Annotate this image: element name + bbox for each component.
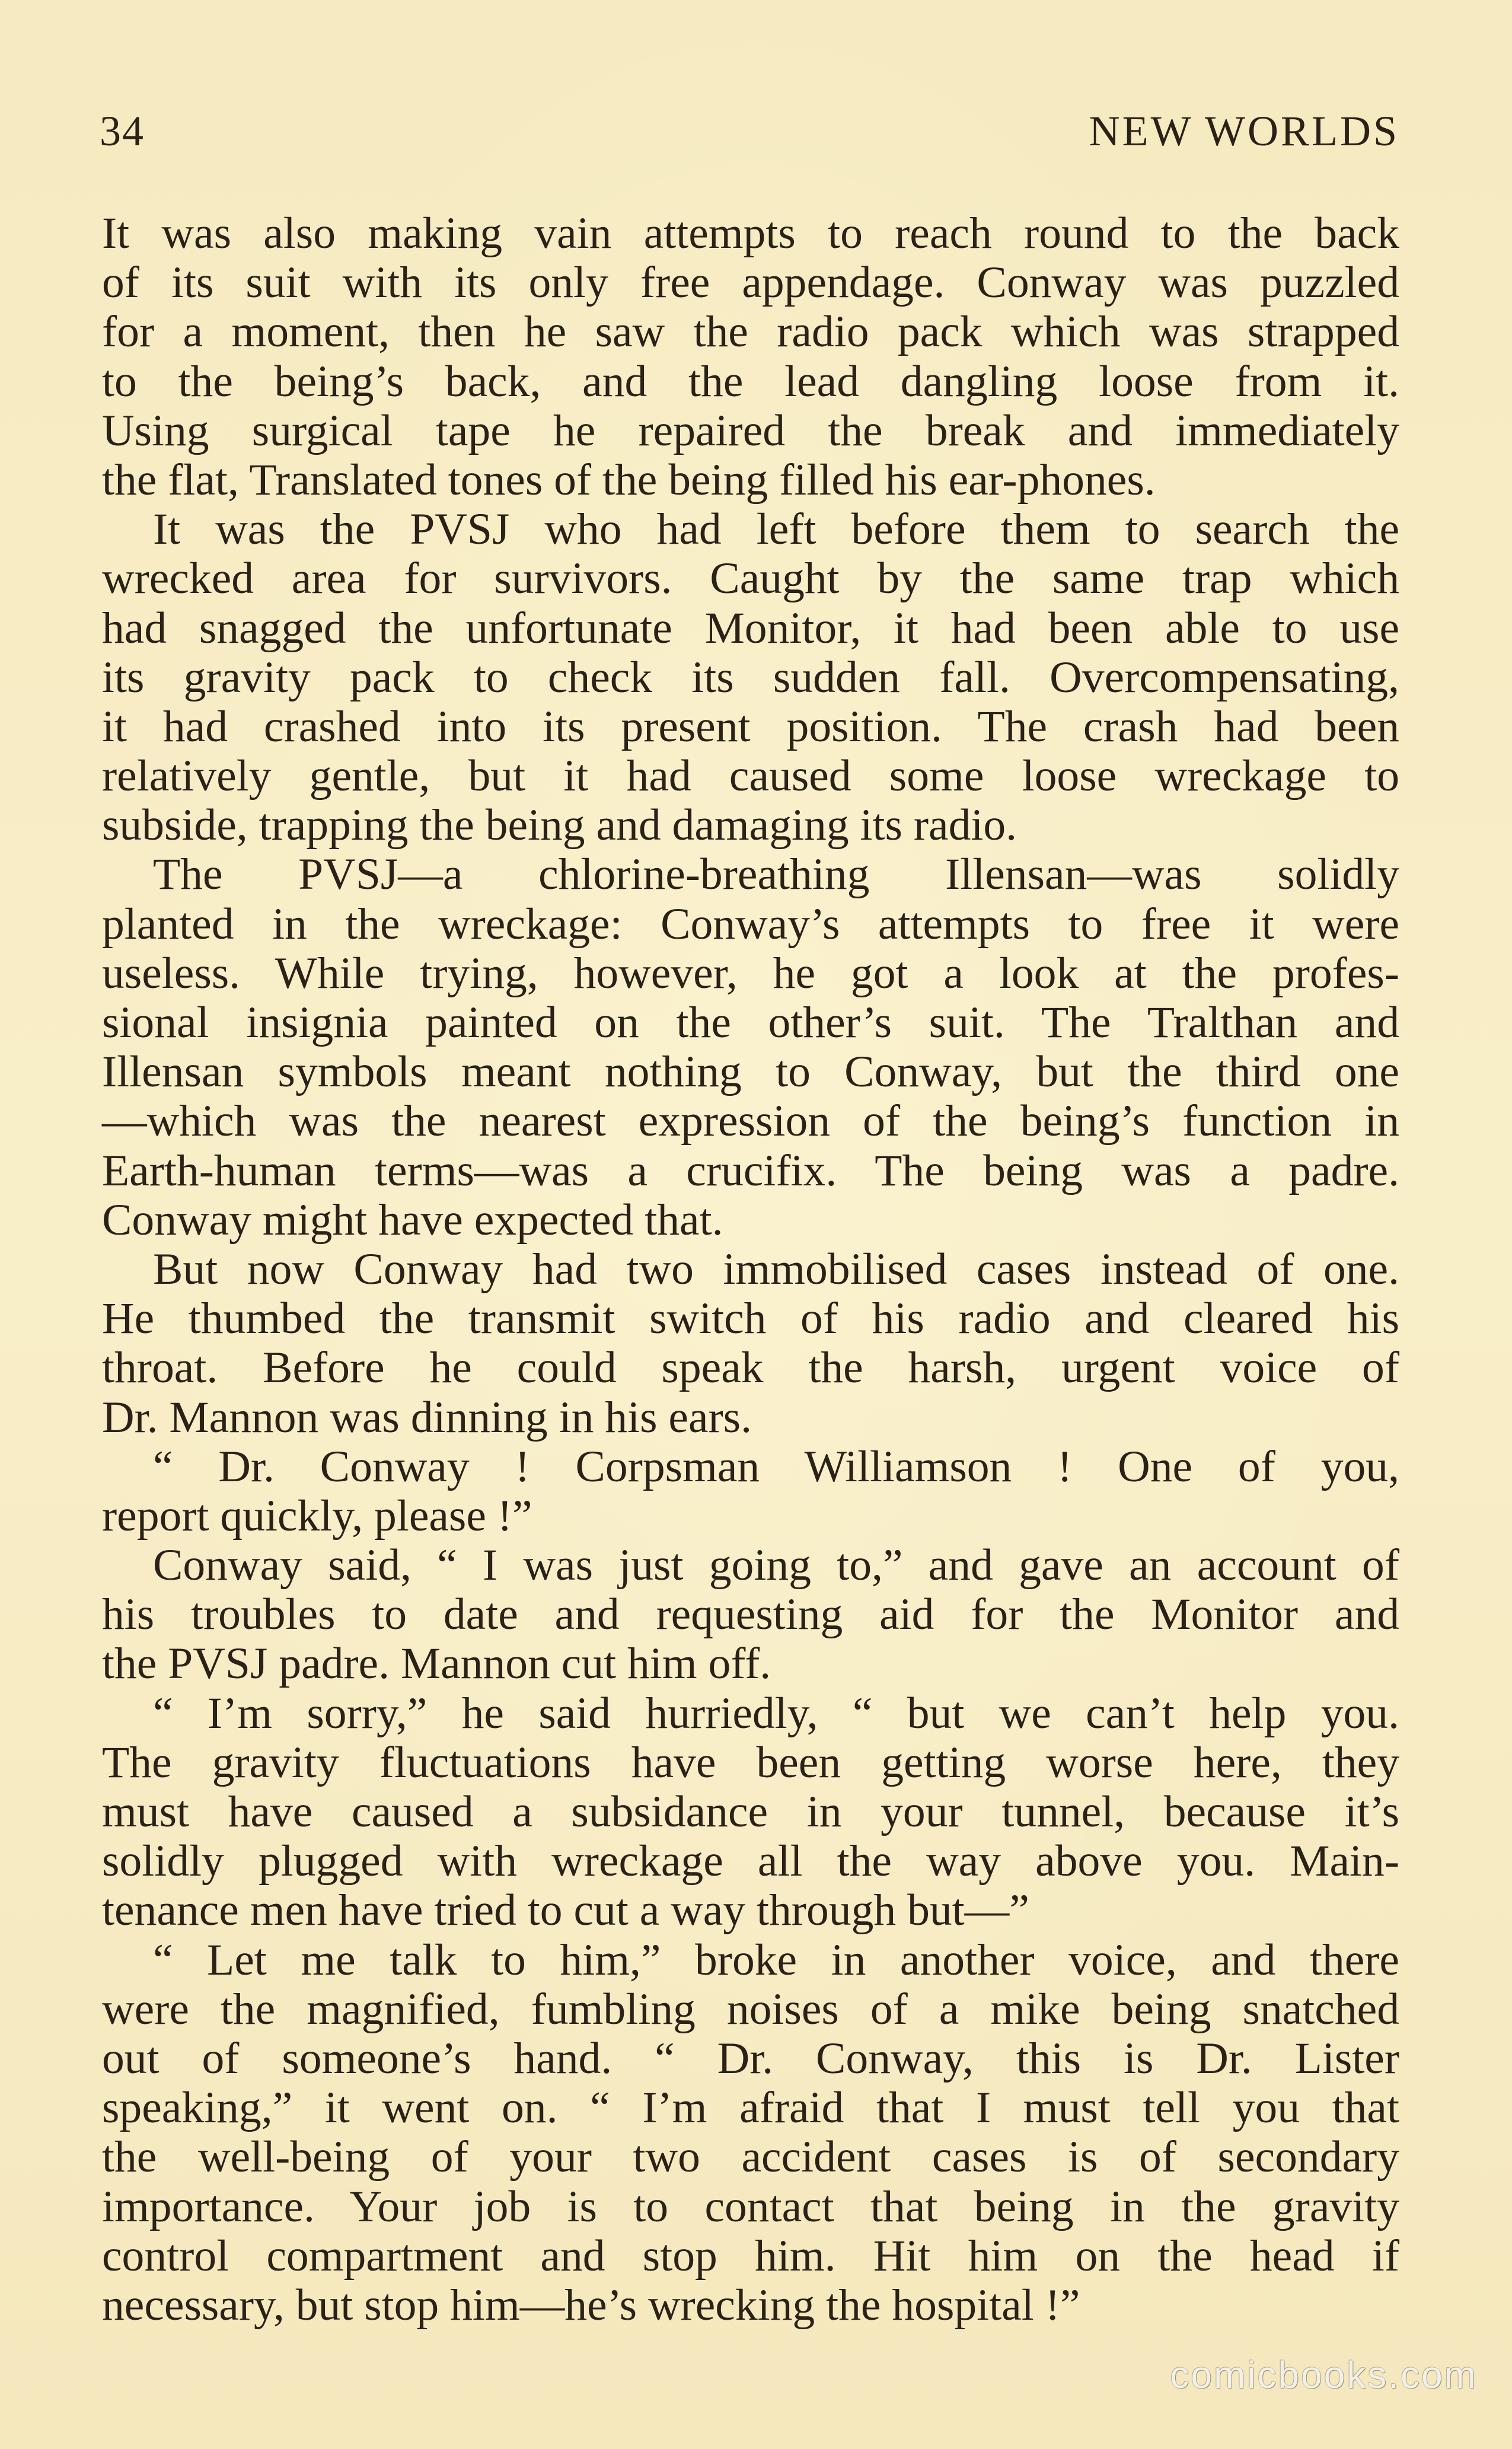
text-line: to the being’s back, and the lead dangling loose from it. (102, 356, 1399, 406)
text-line: its gravity pack to check its sudden fall. Overcompensating, (102, 652, 1399, 702)
text-line: Illensan symbols meant nothing to Conway, but the third one (102, 1047, 1399, 1097)
text-line: of its suit with its only free appendage. Conway was puzzled (102, 258, 1399, 308)
text-line: throat. Before he could speak the harsh, urgent voice of (102, 1343, 1399, 1393)
text-line: The gravity fluctuations have been getting worse here, they (102, 1737, 1399, 1787)
body-text (102, 209, 1399, 2330)
text-line: necessary, but stop him—he’s wrecking the hospital !” (102, 2280, 1080, 2330)
text-line: for a moment, then he saw the radio pack which was strapped (102, 307, 1399, 357)
text-line: It was the PVSJ who had left before them to search the (153, 505, 1399, 554)
page-number: 34 (100, 107, 145, 155)
text-line: the flat, Translated tones of the being filled his ear-phones. (102, 455, 1156, 505)
text-line: It was also making vain attempts to reach round to the back (102, 209, 1399, 258)
text-line: Earth-human terms—was a crucifix. The being was a padre. (102, 1146, 1399, 1195)
text-line: But now Conway had two immobilised cases instead of one. (153, 1244, 1399, 1294)
text-line: “ I’m sorry,” he said hurriedly, “ but we can’t help you. (153, 1688, 1399, 1738)
text-line: his troubles to date and requesting aid for the Monitor and (102, 1590, 1399, 1640)
text-line: speaking,” it went on. “ I’m afraid that I must tell you that (102, 2083, 1399, 2133)
text-line: useless. While trying, however, he got a look at the profes- (102, 948, 1399, 998)
text-line: The PVSJ—a chlorine-breathing Illensan—was solidly (153, 850, 1399, 900)
text-line: “ Let me talk to him,” broke in another voice, and there (153, 1935, 1399, 1985)
text-line: —which was the nearest expression of the being’s function in (102, 1096, 1399, 1146)
text-line: had snagged the unfortunate Monitor, it had been able to use (102, 603, 1399, 653)
text-line: must have caused a subsidance in your tunnel, because it’s (102, 1787, 1399, 1836)
text-line: it had crashed into its present position. The crash had been (102, 701, 1399, 751)
text-line: subside, trapping the being and damaging its radio. (102, 801, 1017, 850)
text-line: importance. Your job is to contact that being in the gravity (102, 2182, 1399, 2231)
text-line: out of someone’s hand. “ Dr. Conway, this is Dr. Lister (102, 2033, 1399, 2083)
text-line: planted in the wreckage: Conway’s attempts to free it were (102, 899, 1399, 949)
text-line: sional insignia painted on the other’s suit. The Tralthan and (102, 998, 1399, 1047)
text-line: “ Dr. Conway ! Corpsman Williamson ! One of you, (153, 1442, 1399, 1491)
text-line: the well-being of your two accident cases is of secondary (102, 2132, 1399, 2182)
running-head (100, 107, 1399, 160)
running-title: NEW WORLDS (1089, 107, 1399, 155)
text-line: Dr. Mannon was dinning in his ears. (102, 1392, 752, 1442)
text-line: He thumbed the transmit switch of his radio and cleared his (102, 1294, 1399, 1344)
text-line: Conway said, “ I was just going to,” and gave an account of (153, 1541, 1399, 1590)
text-line: Using surgical tape he repaired the break and immediately (102, 406, 1399, 455)
watermark: comicbooks.com (1170, 2354, 1478, 2396)
text-line: relatively gentle, but it had caused some loose wreckage to (102, 751, 1399, 801)
text-line: Conway might have expected that. (102, 1195, 723, 1245)
text-line: the PVSJ padre. Mannon cut him off. (102, 1639, 771, 1689)
text-line: were the magnified, fumbling noises of a mike being snatched (102, 1984, 1399, 2034)
text-line: solidly plugged with wreckage all the way above you. Main- (102, 1836, 1399, 1886)
text-line: control compartment and stop him. Hit him on the head if (102, 2231, 1399, 2281)
text-line: report quickly, please !” (102, 1491, 532, 1541)
text-line: tenance men have tried to cut a way through but—” (102, 1886, 1029, 1935)
text-line: wrecked area for survivors. Caught by the same trap which (102, 554, 1399, 604)
